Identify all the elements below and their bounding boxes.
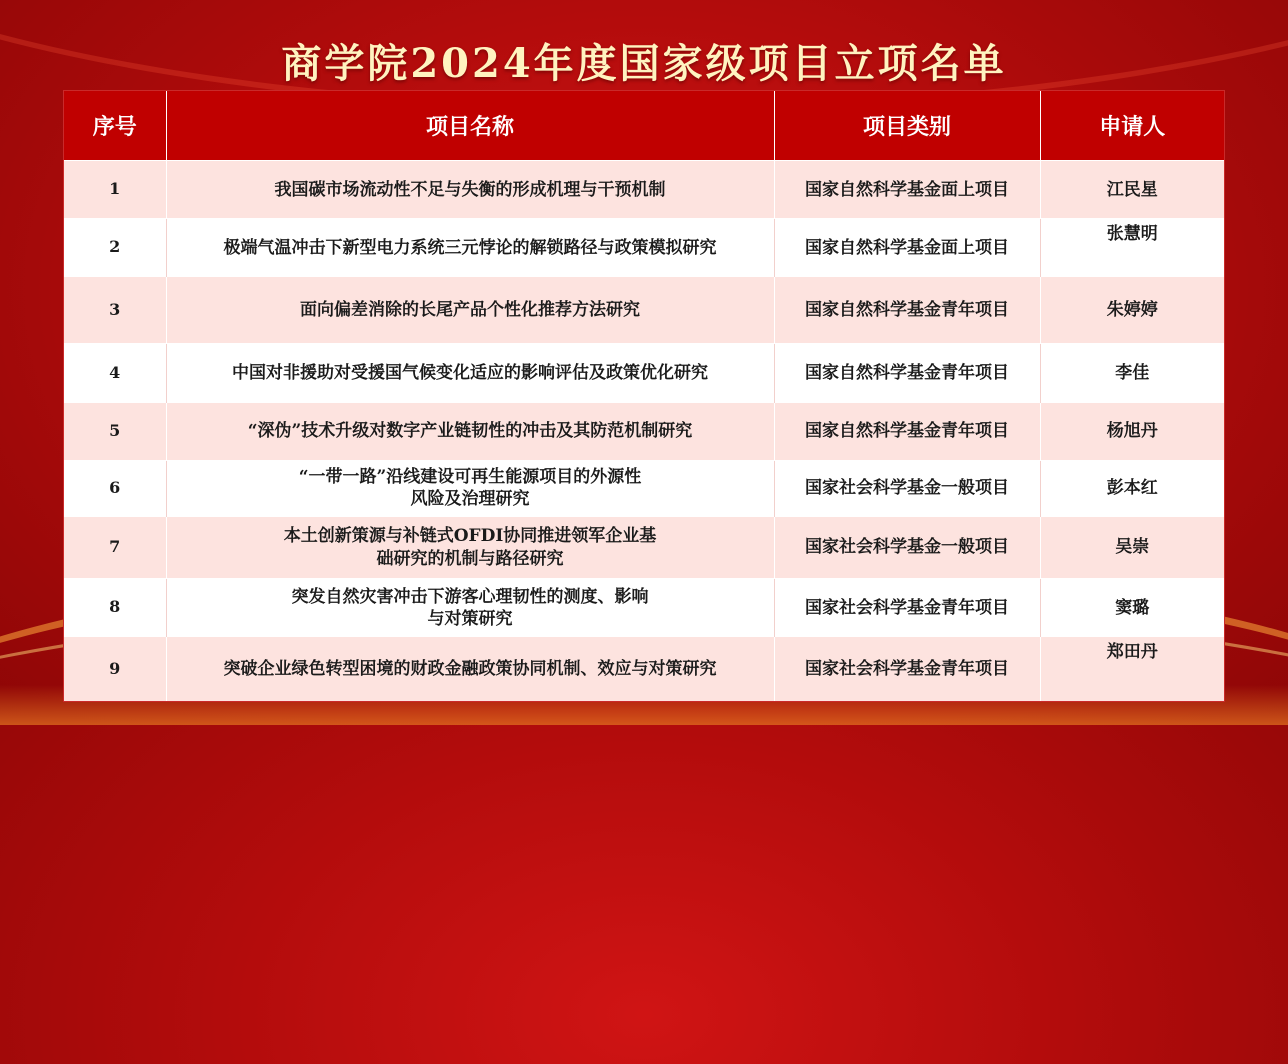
row-number: 1 <box>64 161 166 219</box>
row-project-name <box>166 516 774 578</box>
row-project-name <box>166 277 774 344</box>
row-applicant: 郑田丹 <box>1040 637 1224 701</box>
project-name-line: 中国对非援助对受援国气候变化适应的影响评估及政策优化研究 <box>232 363 708 384</box>
row-number: 3 <box>64 277 166 344</box>
row-project-name <box>166 579 774 637</box>
row-project-name <box>166 344 774 402</box>
project-name-line: 我国碳市场流动性不足与失衡的形成机理与干预机制 <box>274 179 666 200</box>
row-category: 国家自然科学基金面上项目 <box>774 161 1040 219</box>
row-number: 6 <box>64 460 166 516</box>
table-row <box>64 344 1224 402</box>
row-category: 国家社会科学基金一般项目 <box>774 516 1040 578</box>
project-name-line: 突破企业绿色转型困境的财政金融政策协同机制、效应与对策研究 <box>223 659 717 680</box>
row-category: 国家社会科学基金一般项目 <box>774 460 1040 516</box>
table-row <box>64 516 1224 578</box>
table-row <box>64 277 1224 344</box>
header-project-name: 项目名称 <box>166 91 774 161</box>
project-table-container <box>63 90 1225 702</box>
table-row <box>64 402 1224 460</box>
row-number: 4 <box>64 344 166 402</box>
row-project-name <box>166 402 774 460</box>
table-row <box>64 460 1224 516</box>
page-title: 商学院2024年度国家级项目立项名单 <box>281 40 1007 87</box>
row-project-name <box>166 460 774 516</box>
project-name-line: “深伪”技术升级对数字产业链韧性的冲击及其防范机制研究 <box>247 421 693 442</box>
project-name-line: 本土创新策源与补链式OFDI协同推进领军企业基 <box>283 526 657 547</box>
table-header-row <box>64 91 1224 161</box>
project-name-line: 与对策研究 <box>427 608 513 629</box>
table-row <box>64 161 1224 219</box>
row-category: 国家自然科学基金青年项目 <box>774 277 1040 344</box>
row-applicant: 江民星 <box>1040 161 1224 219</box>
row-number: 7 <box>64 516 166 578</box>
row-applicant: 张慧明 <box>1040 219 1224 277</box>
row-applicant: 吴崇 <box>1040 516 1224 578</box>
project-name-line: “一带一路”沿线建设可再生能源项目的外源性 <box>298 467 642 488</box>
row-number: 5 <box>64 402 166 460</box>
project-table <box>64 91 1224 701</box>
project-name-line: 础研究的机制与路径研究 <box>376 548 564 569</box>
header-applicant: 申请人 <box>1040 91 1224 161</box>
row-category: 国家自然科学基金青年项目 <box>774 402 1040 460</box>
row-applicant: 杨旭丹 <box>1040 402 1224 460</box>
project-name-line: 面向偏差消除的长尾产品个性化推荐方法研究 <box>300 300 640 321</box>
row-applicant: 朱婷婷 <box>1040 277 1224 344</box>
header-number: 序号 <box>64 91 166 161</box>
project-name-line: 风险及治理研究 <box>410 489 530 510</box>
row-number: 2 <box>64 219 166 277</box>
row-applicant: 彭本红 <box>1040 460 1224 516</box>
table-row <box>64 637 1224 701</box>
header-project-category: 项目类别 <box>774 91 1040 161</box>
row-project-name <box>166 161 774 219</box>
table-row <box>64 219 1224 277</box>
table-row <box>64 579 1224 637</box>
row-number: 8 <box>64 579 166 637</box>
row-number: 9 <box>64 637 166 701</box>
row-project-name <box>166 637 774 701</box>
row-category: 国家社会科学基金青年项目 <box>774 637 1040 701</box>
row-project-name <box>166 219 774 277</box>
project-name-line: 突发自然灾害冲击下游客心理韧性的测度、影响 <box>291 586 649 607</box>
row-applicant: 李佳 <box>1040 344 1224 402</box>
project-name-line: 极端气温冲击下新型电力系统三元悖论的解锁路径与政策模拟研究 <box>223 237 717 258</box>
row-applicant: 窦璐 <box>1040 579 1224 637</box>
row-category: 国家自然科学基金面上项目 <box>774 219 1040 277</box>
row-category: 国家社会科学基金青年项目 <box>774 579 1040 637</box>
row-category: 国家自然科学基金青年项目 <box>774 344 1040 402</box>
